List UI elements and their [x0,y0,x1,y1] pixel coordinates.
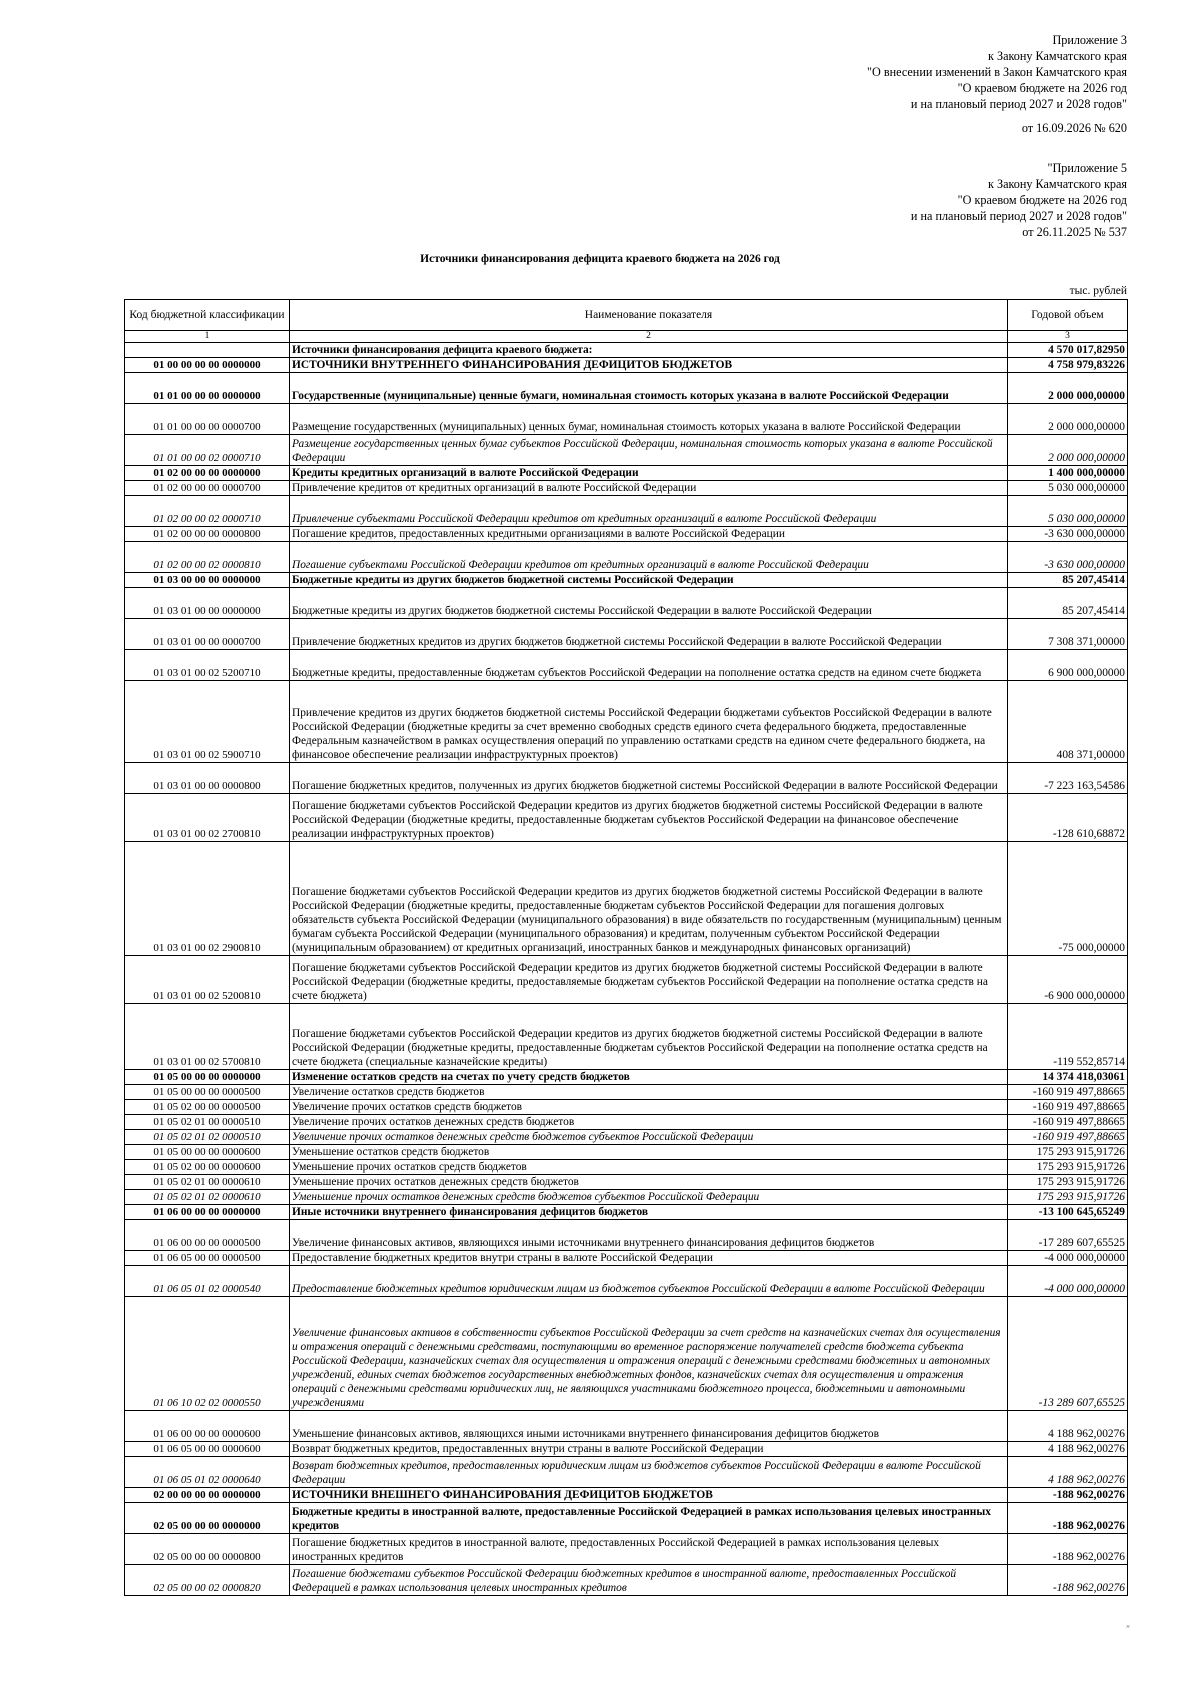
row-code: 02 00 00 00 00 0000000 [125,1488,290,1503]
row-name: Возврат бюджетных кредитов, предоставленных внутри страны в валюте Российской Федерации [290,1442,1008,1457]
row-name: Бюджетные кредиты в иностранной валюте, предоставленные Российской Федерацией в рамках использования целевых иностранных кредитов [290,1503,1008,1534]
row-name: Уменьшение остатков средств бюджетов [290,1145,1008,1160]
row-amount: -160 919 497,88665 [1008,1115,1128,1130]
table-row [125,527,1128,542]
header-line: "Приложение 5 [1047,161,1127,175]
row-amount: 4 758 979,83226 [1008,358,1128,373]
page-edge-mark: ″ [1126,1624,1130,1634]
row-code: 01 02 00 00 02 0000710 [125,496,290,527]
row-amount: 175 293 915,91726 [1008,1190,1128,1205]
row-name: Привлечение кредитов от кредитных организаций в валюте Российской Федерации [290,481,1008,496]
row-amount: 85 207,45414 [1008,573,1128,588]
row-name: Бюджетные кредиты из других бюджетов бюджетной системы Российской Федерации в валюте Российской Федерации [290,588,1008,619]
row-name: Источники финансирования дефицита краевого бюджета: [290,343,1008,358]
row-code: 02 05 00 00 00 0000800 [125,1534,290,1565]
row-name: Привлечение субъектами Российской Федерации кредитов от кредитных организаций в валюте Российской Федерации [290,496,1008,527]
row-code: 01 06 05 01 02 0000640 [125,1457,290,1488]
row-amount: -4 000 000,00000 [1008,1266,1128,1297]
row-name: Погашение бюджетами субъектов Российской Федерации кредитов из других бюджетов бюджетной системы Российской Федерации в валюте Российской Федерации (бюджетные кредиты, предоставленные бюджетам субъектов Российской Федерации для погашения долговых обязательств субъекта Российской Федерации (муниципального образования) в виде обязательств по государственным (муниципальным) ценным бумагам субъекта Российской Федерации (муниципального образования) и кредитам, полученным субъектом Российской Федерации (муниципальным образованием) от кредитных организаций, иностранных банков и международных финансовых организаций) [290,842,1008,956]
row-amount: -7 223 163,54586 [1008,763,1128,794]
column-number: 2 [290,331,1008,343]
table-row [125,1205,1128,1220]
row-name: Уменьшение прочих остатков денежных средств бюджетов [290,1175,1008,1190]
row-name: Погашение кредитов, предоставленных кредитными организациями в валюте Российской Федерации [290,527,1008,542]
row-name: Привлечение бюджетных кредитов из других бюджетов бюджетной системы Российской Федерации в валюте Российской Федерации [290,619,1008,650]
row-name: Увеличение финансовых активов в собственности субъектов Российской Федерации за счет средств на казначейских счетах для осуществления и отражения операций с денежными средствами, поступающими во временное распоряжение получателей средств бюджета субъекта Российской Федерации, казначейских счетах для осуществления и отражения операций с денежными средствами бюджетных и автономных учреждений, единых счетах бюджетов государственных внебюджетных фондов, казначейских счетах для осуществления и отражения операций с денежными средствами юридических лиц, не являющихся участниками бюджетного процесса, бюджетными и автономными учреждениями [290,1297,1008,1411]
row-amount: -4 000 000,00000 [1008,1251,1128,1266]
header-line: к Закону Камчатского края [988,49,1127,63]
row-name: Погашение бюджетами субъектов Российской Федерации кредитов из других бюджетов бюджетной системы Российской Федерации в валюте Российской Федерации (бюджетные кредиты, предоставленные бюджетам субъектов Российской Федерации на финансовое обеспечение реализации инфраструктурных проектов) [290,794,1008,842]
column-number: 1 [125,331,290,343]
row-amount: -13 289 607,65525 [1008,1297,1128,1411]
row-name: Привлечение кредитов из других бюджетов бюджетной системы Российской Федерации бюджетами субъектов Российской Федерации в валюте Российской Федерации (бюджетные кредиты за счет временно свободных средств единого счета федерального бюджета, предоставленные Федеральным казначейством в рамках осуществления операций по управлению остатками средств на едином счете федерального бюджета, на финансовое обеспечение реализации инфраструктурных проектов) [290,681,1008,763]
row-amount: -160 919 497,88665 [1008,1130,1128,1145]
table-row [125,496,1128,527]
row-code: 01 05 02 01 02 0000510 [125,1130,290,1145]
table-row [125,1004,1128,1070]
row-name: Увеличение финансовых активов, являющихся иными источниками внутреннего финансирования дефицитов бюджетов [290,1220,1008,1251]
row-code: 01 02 00 00 00 0000000 [125,466,290,481]
header-line: "О краевом бюджете на 2026 год [957,193,1127,207]
row-code: 01 02 00 00 02 0000810 [125,542,290,573]
row-code: 01 03 01 00 00 0000700 [125,619,290,650]
table-row [125,681,1128,763]
row-name: Предоставление бюджетных кредитов юридическим лицам из бюджетов субъектов Российской Федерации в валюте Российской Федерации [290,1266,1008,1297]
header-line: и на плановый период 2027 и 2028 годов" [910,209,1127,223]
row-code: 01 05 02 01 00 0000610 [125,1175,290,1190]
column-number: 3 [1008,331,1128,343]
table-row [125,619,1128,650]
row-code: 01 05 00 00 00 0000500 [125,1085,290,1100]
row-code: 01 05 02 01 02 0000610 [125,1190,290,1205]
row-code: 01 06 05 00 00 0000500 [125,1251,290,1266]
row-amount: -6 900 000,00000 [1008,956,1128,1004]
row-amount: 2 000 000,00000 [1008,435,1128,466]
row-code: 01 05 02 01 00 0000510 [125,1115,290,1130]
row-amount: -188 962,00276 [1008,1488,1128,1503]
table-row [125,763,1128,794]
row-code [125,343,290,358]
row-code: 01 03 01 00 02 2700810 [125,794,290,842]
table-row [125,956,1128,1004]
row-code: 01 03 01 00 02 2900810 [125,842,290,956]
row-code: 02 05 00 00 00 0000000 [125,1503,290,1534]
row-code: 01 03 01 00 00 0000800 [125,763,290,794]
row-code: 01 05 00 00 00 0000000 [125,1070,290,1085]
row-name: Бюджетные кредиты, предоставленные бюджетам субъектов Российской Федерации на пополнение остатка средств на едином счете бюджета [290,650,1008,681]
row-code: 01 03 01 00 02 5700810 [125,1004,290,1070]
row-name: ИСТОЧНИКИ ВНУТРЕННЕГО ФИНАНСИРОВАНИЯ ДЕФИЦИТОВ БЮДЖЕТОВ [290,358,1008,373]
row-name: Кредиты кредитных организаций в валюте Российской Федерации [290,466,1008,481]
table-row [125,1145,1128,1160]
row-name: Предоставление бюджетных кредитов внутри страны в валюте Российской Федерации [290,1251,1008,1266]
table-row [125,1100,1128,1115]
row-amount: 175 293 915,91726 [1008,1175,1128,1190]
row-amount: 4 188 962,00276 [1008,1411,1128,1442]
table-row [125,1190,1128,1205]
row-amount: 1 400 000,00000 [1008,466,1128,481]
row-code: 01 03 00 00 00 0000000 [125,573,290,588]
row-code: 01 06 10 02 02 0000550 [125,1297,290,1411]
table-row [125,1565,1128,1596]
header-line: от 26.11.2025 № 537 [1022,225,1127,239]
row-name: Погашение бюджетных кредитов в иностранной валюте, предоставленных Российской Федерацией в рамках использования целевых иностранных кредитов [290,1534,1008,1565]
row-name: Бюджетные кредиты из других бюджетов бюджетной системы Российской Федерации [290,573,1008,588]
row-name: Размещение государственных ценных бумаг субъектов Российской Федерации, номинальная стоимость которых указана в валюте Российской Федерации [290,435,1008,466]
row-code: 01 06 00 00 00 0000500 [125,1220,290,1251]
row-amount: -160 919 497,88665 [1008,1100,1128,1115]
table-row [125,1085,1128,1100]
table-row [125,1266,1128,1297]
row-amount: 4 570 017,82950 [1008,343,1128,358]
row-name: Увеличение остатков средств бюджетов [290,1085,1008,1100]
table-row [125,573,1128,588]
header-line: к Закону Камчатского края [988,177,1127,191]
header-line: "О внесении изменений в Закон Камчатского края [867,65,1127,79]
row-code: 01 03 01 00 00 0000000 [125,588,290,619]
row-code: 01 01 00 00 00 0000000 [125,373,290,404]
row-amount: -160 919 497,88665 [1008,1085,1128,1100]
row-amount: -188 962,00276 [1008,1534,1128,1565]
row-code: 01 02 00 00 00 0000800 [125,527,290,542]
row-name: Уменьшение финансовых активов, являющихся иными источниками внутреннего финансирования дефицитов бюджетов [290,1411,1008,1442]
table-row [125,588,1128,619]
header-line: от 16.09.2026 № 620 [1021,121,1127,135]
row-code: 01 06 00 00 00 0000000 [125,1205,290,1220]
row-amount: -188 962,00276 [1008,1565,1128,1596]
row-code: 01 03 01 00 02 5900710 [125,681,290,763]
row-code: 01 02 00 00 00 0000700 [125,481,290,496]
row-amount: -3 630 000,00000 [1008,527,1128,542]
row-name: Уменьшение прочих остатков денежных средств бюджетов субъектов Российской Федерации [290,1190,1008,1205]
table-row [125,1442,1128,1457]
row-name: Погашение бюджетами субъектов Российской Федерации кредитов из других бюджетов бюджетной системы Российской Федерации в валюте Российской Федерации (бюджетные кредиты, предоставляемые бюджетам субъектов Российской Федерации на пополнение остатка средств на счете бюджета) [290,956,1008,1004]
column-header-name: Наименование показателя [290,300,1008,331]
table-row [125,1534,1128,1565]
row-amount: -3 630 000,00000 [1008,542,1128,573]
column-number-row [125,331,1128,343]
table-row [125,1070,1128,1085]
row-amount: 5 030 000,00000 [1008,496,1128,527]
row-amount: 6 900 000,00000 [1008,650,1128,681]
row-name: ИСТОЧНИКИ ВНЕШНЕГО ФИНАНСИРОВАНИЯ ДЕФИЦИТОВ БЮДЖЕТОВ [290,1488,1008,1503]
header-line: и на плановый период 2027 и 2028 годов" [910,97,1127,111]
table-row [125,1175,1128,1190]
row-code: 01 00 00 00 00 0000000 [125,358,290,373]
row-name: Увеличение прочих остатков денежных средств бюджетов [290,1115,1008,1130]
row-name: Возврат бюджетных кредитов, предоставленных юридическим лицам из бюджетов субъектов Российской Федерации в валюте Российской Федерации [290,1457,1008,1488]
header-line: Приложение 3 [1052,33,1127,47]
table-row [125,435,1128,466]
row-code: 01 05 02 00 00 0000500 [125,1100,290,1115]
table-row [125,404,1128,435]
table-row [125,842,1128,956]
row-amount: 4 188 962,00276 [1008,1442,1128,1457]
row-name: Погашение бюджетами субъектов Российской Федерации бюджетных кредитов в иностранной валюте, предоставленных Российской Федерацией в рамках использования целевых иностранных кредитов [290,1565,1008,1596]
row-name: Погашение бюджетных кредитов, полученных из других бюджетов бюджетной системы Российской Федерации в валюте Российской Федерации [290,763,1008,794]
row-name: Уменьшение прочих остатков средств бюджетов [290,1160,1008,1175]
table-row [125,1503,1128,1534]
row-code: 01 03 01 00 02 5200810 [125,956,290,1004]
row-code: 01 01 00 00 02 0000710 [125,435,290,466]
table-row [125,1488,1128,1503]
row-code: 01 01 00 00 00 0000700 [125,404,290,435]
table-row [125,343,1128,358]
row-name: Увеличение прочих остатков средств бюджетов [290,1100,1008,1115]
row-amount: -75 000,00000 [1008,842,1128,956]
table-row [125,542,1128,573]
table-row [125,1130,1128,1145]
row-code: 01 06 00 00 00 0000600 [125,1411,290,1442]
row-amount: 7 308 371,00000 [1008,619,1128,650]
row-name: Иные источники внутреннего финансирования дефицитов бюджетов [290,1205,1008,1220]
row-name: Погашение субъектами Российской Федерации кредитов от кредитных организаций в валюте Российской Федерации [290,542,1008,573]
row-code: 01 05 02 00 00 0000600 [125,1160,290,1175]
column-header-amount: Годовой объем [1008,300,1128,331]
table-row [125,1160,1128,1175]
row-amount: 85 207,45414 [1008,588,1128,619]
row-amount: -119 552,85714 [1008,1004,1128,1070]
table-row [125,358,1128,373]
units-label: тыс. рублей [1069,285,1127,297]
row-amount: 2 000 000,00000 [1008,373,1128,404]
row-code: 01 06 05 00 00 0000600 [125,1442,290,1457]
row-amount: 175 293 915,91726 [1008,1145,1128,1160]
table-row [125,650,1128,681]
table-row [125,1251,1128,1266]
row-amount: 4 188 962,00276 [1008,1457,1128,1488]
appendix-header-current [867,32,1127,136]
row-name: Размещение государственных (муниципальных) ценных бумаг, номинальная стоимость которых указана в валюте Российской Федерации [290,404,1008,435]
table-row [125,373,1128,404]
header-line: "О краевом бюджете на 2026 год [957,81,1127,95]
row-name: Увеличение прочих остатков денежных средств бюджетов субъектов Российской Федерации [290,1130,1008,1145]
column-header-code: Код бюджетной классификации [125,300,290,331]
appendix-header-original [911,160,1127,240]
row-code: 01 03 01 00 02 5200710 [125,650,290,681]
table-row [125,1220,1128,1251]
row-name: Государственные (муниципальные) ценные бумаги, номинальная стоимость которых указана в валюте Российской Федерации [290,373,1008,404]
table-row [125,1297,1128,1411]
row-amount: -128 610,68872 [1008,794,1128,842]
row-amount: 2 000 000,00000 [1008,404,1128,435]
table-row [125,1411,1128,1442]
row-amount: 408 371,00000 [1008,681,1128,763]
row-name: Погашение бюджетами субъектов Российской Федерации кредитов из других бюджетов бюджетной системы Российской Федерации в валюте Российской Федерации (бюджетные кредиты, предоставленные бюджетам субъектов Российской Федерации на пополнение остатка средств на счете бюджета (специальные казначейские кредиты) [290,1004,1008,1070]
table-header-row [125,300,1128,331]
row-code: 01 05 00 00 00 0000600 [125,1145,290,1160]
row-name: Изменение остатков средств на счетах по учету средств бюджетов [290,1070,1008,1085]
table-row [125,481,1128,496]
document-title: Источники финансирования дефицита краевого бюджета на 2026 год [420,253,780,265]
table-row [125,466,1128,481]
row-code: 02 05 00 00 02 0000820 [125,1565,290,1596]
row-amount: -17 289 607,65525 [1008,1220,1128,1251]
row-amount: 175 293 915,91726 [1008,1160,1128,1175]
row-amount: -13 100 645,65249 [1008,1205,1128,1220]
row-code: 01 06 05 01 02 0000540 [125,1266,290,1297]
table-row [125,1457,1128,1488]
table-row [125,1115,1128,1130]
table-row [125,794,1128,842]
row-amount: 5 030 000,00000 [1008,481,1128,496]
row-amount: 14 374 418,03061 [1008,1070,1128,1085]
row-amount: -188 962,00276 [1008,1503,1128,1534]
financing-sources-table [124,299,1128,1596]
